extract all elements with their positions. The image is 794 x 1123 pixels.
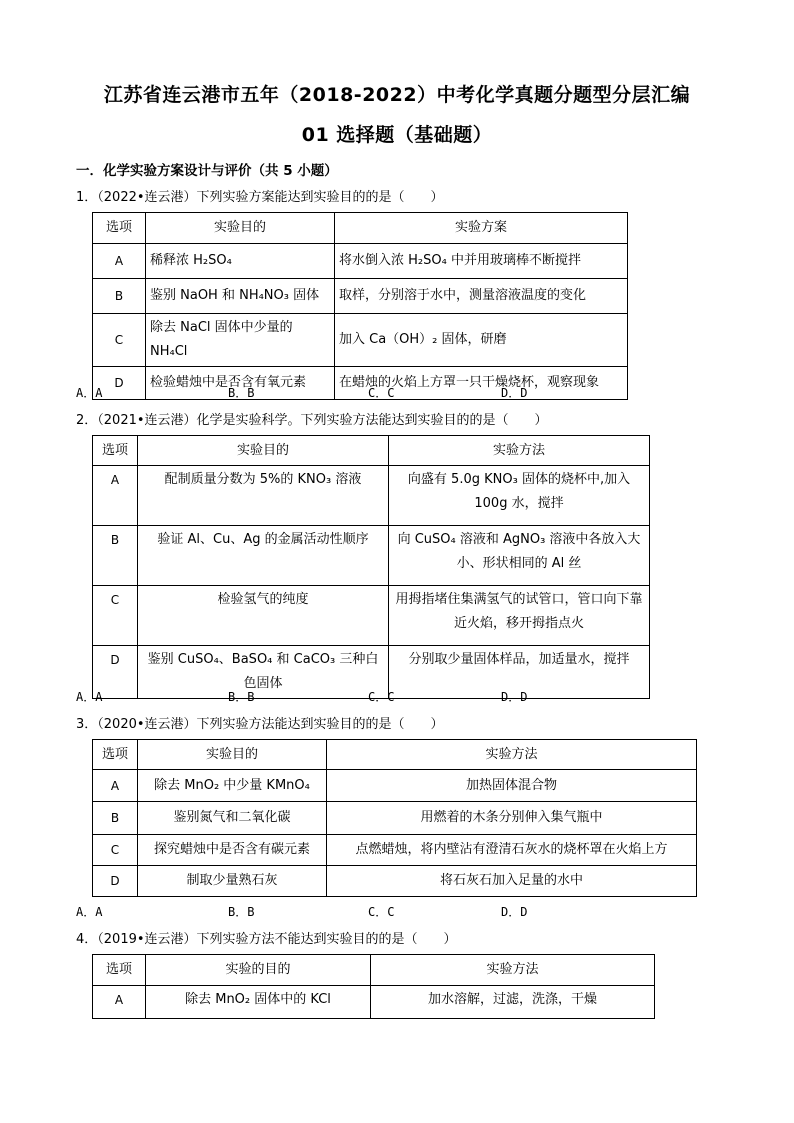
table-header-row [93,213,628,244]
method-cell: 在蜡烛的火焰上方罩一只干燥烧杯，观察现象 [335,367,628,400]
header-cell: 实验目的 [138,436,389,466]
answer-option-a[interactable]: A．A [76,386,103,400]
purpose-cell: 鉴别 NaOH 和 NH₄NO₃ 固体 [146,279,335,314]
table-row [93,367,628,400]
option-cell: C [93,835,138,866]
option-cell: A [93,986,146,1019]
table-row [93,314,628,367]
table-row [93,526,650,586]
answer-option-c[interactable]: C．C [368,386,395,400]
option-cell: D [93,866,138,897]
option-cell: B [93,802,138,835]
table-row [93,802,697,835]
purpose-cell: 制取少量熟石灰 [138,866,327,897]
purpose-cell: 鉴别 CuSO₄、BaSO₄ 和 CaCO₃ 三种白色固体 [138,646,389,699]
method-cell: 加水溶解，过滤，洗涤，干燥 [371,986,655,1019]
option-cell: A [93,244,146,279]
purpose-cell: 配制质量分数为 5%的 KNO₃ 溶液 [138,466,389,526]
purpose-cell: 除去 MnO₂ 中少量 KMnO₄ [138,770,327,802]
header-cell: 实验目的 [138,740,327,770]
table-row [93,835,697,866]
header-cell: 选项 [93,740,138,770]
method-cell: 分别取少量固体样品，加适量水，搅拌 [389,646,650,699]
table-header-row [93,740,697,770]
method-cell: 将石灰石加入足量的水中 [327,866,697,897]
purpose-cell: 除去 MnO₂ 固体中的 KCl [146,986,371,1019]
option-cell: C [93,314,146,367]
option-cell: B [93,279,146,314]
answer-option-b[interactable]: B．B [228,905,255,919]
method-cell: 加入 Ca（OH）₂ 固体，研磨 [335,314,628,367]
purpose-cell: 验证 Al、Cu、Ag 的金属活动性顺序 [138,526,389,586]
question-1-table [92,212,628,400]
option-cell: A [93,466,138,526]
question-3-table [92,739,697,897]
option-cell: D [93,367,146,400]
purpose-cell: 检验蜡烛中是否含有氧元素 [146,367,335,400]
option-cell: D [93,646,138,699]
purpose-cell: 稀释浓 H₂SO₄ [146,244,335,279]
method-cell: 用燃着的木条分别伸入集气瓶中 [327,802,697,835]
table-header-row [93,436,650,466]
answer-option-b[interactable]: B．B [228,386,255,400]
document-title: 江苏省连云港市五年（2018-2022）中考化学真题分题型分层汇编 [103,84,691,106]
method-cell: 点燃蜡烛，将内壁沾有澄清石灰水的烧杯罩在火焰上方 [327,835,697,866]
option-cell: C [93,586,138,646]
purpose-cell: 除去 NaCl 固体中少量的 NH₄Cl [146,314,335,367]
method-cell: 取样，分别溶于水中，测量溶液温度的变化 [335,279,628,314]
table-header-row [93,955,655,986]
method-cell: 将水倒入浓 H₂SO₄ 中并用玻璃棒不断搅拌 [335,244,628,279]
header-cell: 实验方法 [389,436,650,466]
answer-option-d[interactable]: D．D [501,690,528,704]
table-row [93,244,628,279]
answer-option-d[interactable]: D．D [501,905,528,919]
question-3-stem: 3．（2020•连云港）下列实验方法能达到实验目的的是（ ） [76,717,444,732]
header-cell: 选项 [93,436,138,466]
purpose-cell: 检验氢气的纯度 [138,586,389,646]
header-cell: 实验方法 [371,955,655,986]
method-cell: 用拇指堵住集满氢气的试管口，管口向下靠近火焰，移开拇指点火 [389,586,650,646]
section-heading: 一．化学实验方案设计与评价（共 5 小题） [76,163,338,179]
question-2-table [92,435,650,699]
header-cell: 实验目的 [146,213,335,244]
table-row [93,986,655,1019]
header-cell: 选项 [93,955,146,986]
option-cell: B [93,526,138,586]
question-1-stem: 1．（2022•连云港）下列实验方案能达到实验目的的是（ ） [76,190,444,205]
table-row [93,770,697,802]
table-row [93,466,650,526]
header-cell: 选项 [93,213,146,244]
question-2-stem: 2．（2021•连云港）化学是实验科学。下列实验方法能达到实验目的的是（ ） [76,413,548,428]
table-row [93,279,628,314]
answer-option-c[interactable]: C．C [368,905,395,919]
question-4-stem: 4．（2019•连云港）下列实验方法不能达到实验目的的是（ ） [76,932,457,947]
answer-option-c[interactable]: C．C [368,690,395,704]
option-cell: A [93,770,138,802]
answer-option-a[interactable]: A．A [76,905,103,919]
table-row [93,586,650,646]
method-cell: 向盛有 5.0g KNO₃ 固体的烧杯中,加入 100g 水，搅拌 [389,466,650,526]
method-cell: 向 CuSO₄ 溶液和 AgNO₃ 溶液中各放入大小、形状相同的 Al 丝 [389,526,650,586]
question-4-table [92,954,655,1019]
method-cell: 加热固体混合物 [327,770,697,802]
answer-option-d[interactable]: D．D [501,386,528,400]
purpose-cell: 鉴别氮气和二氧化碳 [138,802,327,835]
header-cell: 实验的目的 [146,955,371,986]
answer-option-b[interactable]: B．B [228,690,255,704]
header-cell: 实验方案 [335,213,628,244]
purpose-cell: 探究蜡烛中是否含有碳元素 [138,835,327,866]
table-row [93,866,697,897]
document-subtitle: 01 选择题（基础题） [301,124,493,146]
header-cell: 实验方法 [327,740,697,770]
answer-option-a[interactable]: A．A [76,690,103,704]
